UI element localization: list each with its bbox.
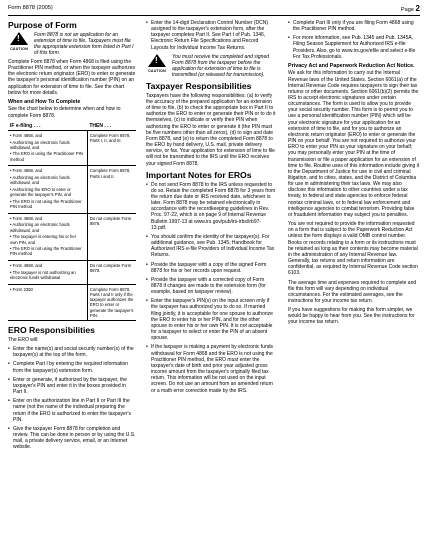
privacy-paragraph-4: If you have suggestions for making this form simpler, we would be happy to hear from you. See the instructions for your income tax return. [288, 307, 415, 326]
condition-item: • Authorizing an electronic funds withdrawal, and [10, 222, 85, 232]
col-header-then: THEN . . . [87, 122, 136, 131]
taxpayer-heading: Taxpayer Responsibilities [146, 80, 252, 91]
condition-cell [8, 261, 87, 285]
list-item: • Enter on the authorization line in Part II or Part III the name (not the name of the individual preparing the return if the ERO is authorized to enter the taxpayer's PIN. [8, 398, 136, 423]
column-left [8, 20, 136, 548]
caution-icon: ! CAUTION [148, 55, 166, 73]
list-item: • For more information, see Pub. 1345 and Pub. 1345A, Filing Season Supplement for Authorized IRS e-file Providers. Also, go to www.irs.gov/efile and select e-file For Tax Professionals. [288, 35, 420, 60]
table-row [8, 130, 136, 166]
form-id: Form 8878 (2005) [8, 5, 53, 11]
page-label: Page [400, 7, 414, 13]
notes-heading: Important Notes for EROs [146, 169, 252, 180]
condition-cell [8, 284, 87, 320]
page-number-value: 2 [415, 4, 420, 13]
list-item: • Provide the taxpayer with a corrected copy of Form 8878 if changes are made to the extension form (for example, based on taxpayer review). [146, 277, 276, 295]
when-table-body [8, 130, 136, 320]
list-item: • You should confirm the identity of the taxpayer(s). For additional guidance, see Pub. 1345, Handbook for Authorized IRS e-file Providers of Individual Income Tax Returns. [146, 234, 276, 259]
list-item: • Give the taxpayer Form 8878 for completion and review. This can be done in person or by using the U.S. mail, a private delivery service, email, or an Internet website. [8, 426, 136, 451]
page-number [401, 4, 420, 13]
col-header-if: IF e-filing . . . [8, 122, 87, 131]
list-item: • Complete Part I by entering the required information from the taxpayer(s) extension form. [8, 361, 136, 373]
purpose-caution [8, 32, 136, 56]
table-row [8, 213, 136, 260]
condition-item: • Form 4868, and [10, 133, 85, 138]
page-header [8, 4, 420, 16]
condition-item: • Form 4868, and [10, 263, 85, 268]
condition-cell [8, 130, 87, 166]
table-row [8, 284, 136, 320]
condition-item: • The ERO is using the Practitioner PIN method [10, 151, 85, 161]
taxpayer-paragraph: Taxpayers have the following responsibilities: (a) to verify the accuracy of the prepared application for an extension of time to file, (b) to check the appropriate box in Part II to authorize the ERO to enter or generate their PIN or to do it themselves, (c) to indicate or verify their PIN when authorizing the ERO to enter or generate it (the PIN must be five numbers other than all zeros), (d) to sign and date Form 8878, and (e) to return the completed Form 8878 to the ERO by hand delivery, U.S. mail, private delivery service, or fax. Your application for extension of time to file will not be transmitted to the IRS until the ERO receives your signed Form 8878. [146, 92, 276, 167]
action-cell: Do not complete Form 8878. [87, 213, 136, 260]
column-middle [146, 20, 276, 548]
caution-label: CAUTION [10, 47, 28, 51]
privacy-paragraph-1: We ask for this information to carry out the Internal Revenue laws of the United States. Section 6061(a) of the Internal Revenue Code requires taxpayers to sign their tax returns or other documents. Section 6061(b)(2) permits the IRS to accept electronic signatures under certain circumstances. The form is used to allow you to provide your social security number. This form is to permit you to use a personal identification number (PIN) which will be your electronic signature for your application for an extension of time to file, and for you to authorize an electronic return originator (ERO) to enter or generate the PIN on your behalf. You are not required to authorize your ERO to enter your PIN as your signature on your behalf; you may personally enter your PIN at the time of transmission or file a paper application for an extension of time to file. Routine uses of this information include giving it to the Department of Justice for use in civil and criminal litigation, and to cities, states, and the District of Columbia for use in administering their tax laws. We may also disclose this information to other countries under a tax treaty, to federal and state agencies to enforce federal nontax criminal laws, or to federal law enforcement and intelligence agencies to combat terrorism. Providing false or fraudulent information may subject you to penalties. [288, 70, 420, 218]
condition-item: • Form 4868, and [10, 168, 85, 173]
privacy-paragraph-2: You are not required to provide the information requested on a form that is subject to the Paperwork Reduction Act unless the form displays a valid OMB control number. Books or records relating to a form or its instructions must be retained as long as their contents may become material in the administration of any Internal Revenue law. Generally, tax returns and return information are confidential, as required by Internal Revenue Code section 6103. [288, 221, 418, 277]
list-item: • Complete Part III only if you are filing Form 4868 using the Practitioner PIN method. [288, 20, 420, 32]
condition-item: • Form 4868, and [10, 216, 85, 221]
caution-text: You must receive the completed and signed Form 8878 from the taxpayer before the application for extension of time to file is transmitted (or released for transmission). [172, 53, 270, 78]
ero-heading: ERO Responsibilities [8, 325, 95, 335]
list-item: • Enter the name(s) and social security number(s) of the taxpayer(s) at the top of the form. [8, 346, 136, 358]
list-item: • Enter the 14-digit Declaration Control Number (DCN) assigned to the taxpayer's extension form, after the taxpayer completes Part II. See Part I of Pub. 1346, Electronic Return File Specifications and Record Layouts for Individual Income Tax Returns. [146, 20, 276, 51]
privacy-heading: Privacy Act and Paperwork Reduction Act Notice. [288, 62, 415, 69]
condition-item: • Form 2350 [10, 287, 85, 292]
condition-item: • Authorizing an electronic funds withdrawal, and [10, 140, 85, 150]
column-right [288, 20, 420, 548]
action-cell: Complete Form 8878, Parts I and II. [87, 166, 136, 213]
condition-cell [8, 166, 87, 213]
condition-item: • Authorizing the ERO to enter or generate the taxpayer's PIN, and [10, 187, 85, 197]
when-table [8, 122, 136, 321]
list-item: • Enter or generate, if authorized by the taxpayer, the taxpayer's PIN and enter it in the boxes provided in Part II. [8, 377, 136, 395]
condition-item: • Authorizing an electronic funds withdrawal, and [10, 175, 85, 185]
privacy-paragraph-3: The average time and expenses required to complete and file this form will vary depending on individual circumstances. For the estimated averages, see the instructions for your income tax return. [288, 279, 417, 304]
condition-item: • The ERO is not using the Practitioner PIN method [10, 199, 85, 209]
condition-item: • The taxpayer is not authorizing an electronic funds withdrawal [10, 270, 85, 280]
action-cell: Complete Form 8878, Parts I, II, and III. [87, 130, 136, 166]
list-item: • Provide the taxpayer with a copy of the signed Form 8878 for his or her records upon request. [146, 262, 276, 274]
caution-text: Form 8878 is not an application for an extension of time to file. Taxpayers must file the appropriate extension form listed in Part I of this form. [34, 32, 134, 56]
table-row [8, 166, 136, 213]
purpose-paragraph: Complete Form 8878 when Form 4868 is filed using the Practitioner PIN method, or when the taxpayer authorizes the electronic return originator (ERO) to enter or generate the taxpayer's personal identification number (PIN) on an application for extension of time to file. See the chart below for more details. [8, 59, 136, 96]
table-row [8, 261, 136, 285]
ero-caution [146, 54, 276, 78]
condition-cell [8, 213, 87, 260]
list-item: • Do not send Form 8878 to the IRS unless requested to do so. Retain the completed Form 8878 for 3 years from the return due date or IRS received date, whichever is later. Form 8878 may be retained electronically in accordance with the recordkeeping guidelines in Rev. Proc. 97-22, which is on page 9 of Internal Revenue Bulletin 1997-13 at www.irs.gov/pub/irs-irbs/irb97-13.pdf. [146, 182, 276, 231]
condition-item: • The taxpayer is entering his or her own PIN, and [10, 234, 85, 244]
caution-label: CAUTION [148, 68, 166, 73]
list-item: • If the taxpayer is making a payment by electronic funds withdrawal for Form 4868 and the ERO is not using the Practitioner PIN method, the ERO must enter the taxpayer's date of birth and prior year adjusted gross income amount from the taxpayer's originally filed tax return. This information will be not used on the input screen. Do not use an amount from an amended return or a math error correction made by the IRS. [146, 344, 276, 393]
action-cell: Do not complete Form 8878. [87, 261, 136, 285]
caution-icon: ! CAUTION [10, 34, 28, 51]
condition-item: • The ERO is not using the Practitioner PIN method [10, 246, 85, 256]
when-heading: When and How To Complete [8, 98, 81, 105]
action-cell: Complete Form 8878, Parts I and II only if the taxpayer authorizes the ERO to enter or generate the taxpayer's PIN. [87, 284, 136, 320]
when-intro: See the chart below to determine when and how to complete Form 8878. [8, 106, 121, 119]
list-item: • Enter the taxpayer's PIN(s) on the input screen only if the taxpayer has authorized you to do so. If married filing jointly, it is acceptable for one spouse to authorize the ERO to enter his or her PIN, and for the other spouse to enter his or her own PIN. It is not acceptable for a taxpayer to select or enter the PIN of an absent spouse. [146, 298, 276, 341]
purpose-heading: Purpose of Form [8, 20, 77, 30]
ero-intro: The ERO will: [8, 337, 39, 343]
